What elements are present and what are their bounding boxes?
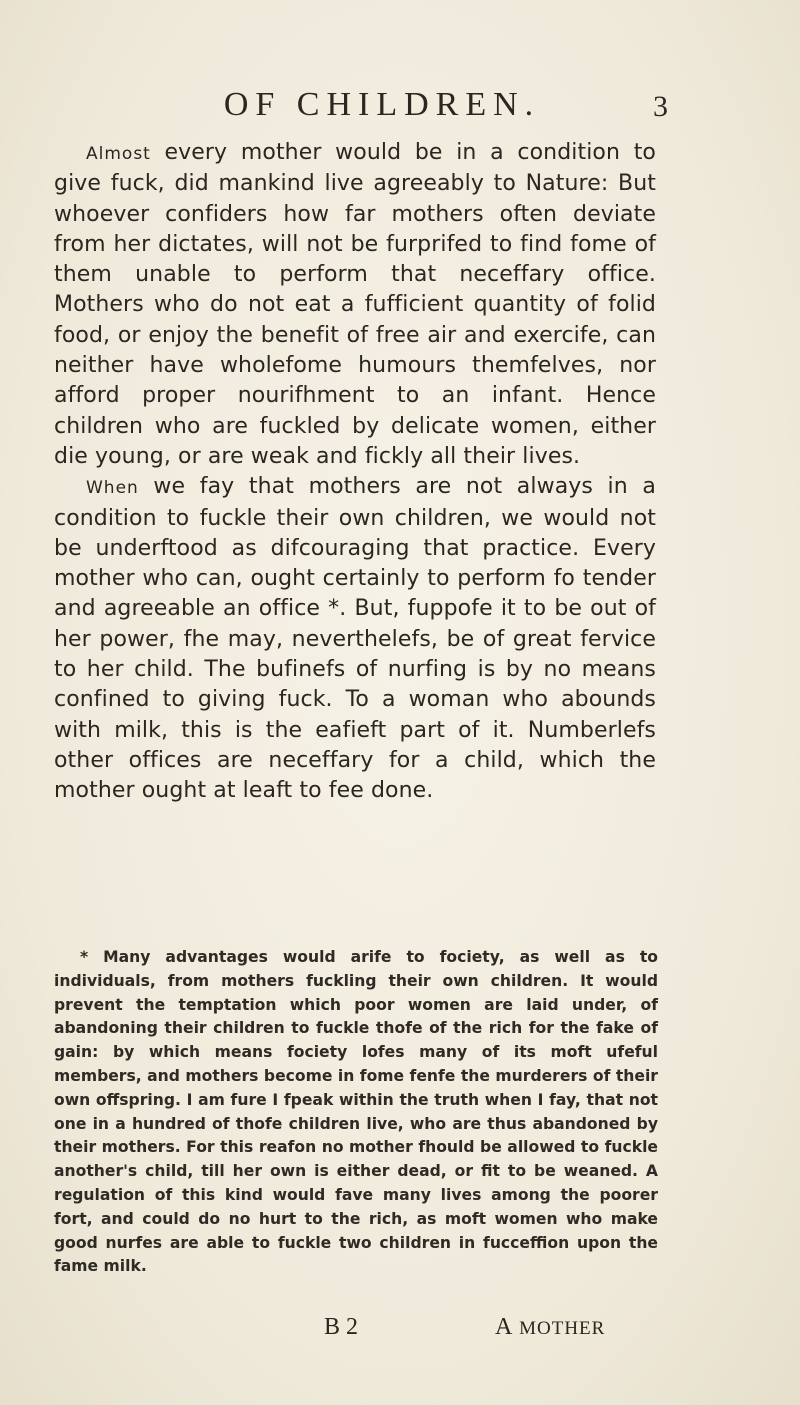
catchword-rest: MOTHER — [513, 1318, 606, 1339]
catchword — [495, 1314, 605, 1341]
paragraph-2-text: we fay that mothers are not always in a condition to fuckle their own children, we would not be underftood as difcouraging that practice. Every mother who can, ought certainly to perform fo tender and agreeable an office *. But, fuppofe it to be out of her power, fhe may, neverthelefs, be of great fervice to her child. The bufinefs of nurfing is by no means confined to giving fuck. To a woman who abounds with milk, this is the eafieft part of it. Numberlefs other offices are neceffary for a child, which the mother ought at leaft to fee done. — [54, 474, 656, 804]
paragraph-1 — [54, 138, 656, 472]
paragraph-2 — [54, 472, 656, 806]
catchword-initial: A — [495, 1314, 514, 1340]
running-title: OF CHILDREN. — [223, 86, 541, 123]
signature-mark: B 2 — [324, 1314, 359, 1340]
paragraph-2-lead-word: When — [86, 478, 139, 499]
paragraph-1-lead-word: Almost — [86, 144, 151, 164]
page-header — [96, 86, 668, 126]
paragraph-1-text: every mother would be in a condition to give fuck, did mankind live agreeably to Nature: But whoever confiders how far mothers often deviate from her dictates, will not be furprifed to find fome of them unable to perform that neceffary office. Mothers who do not eat a fufficient quantity of folid food, or enjoy the benefit of free air and exercife, can neither have wholefome humours themfelves, nor afford proper nourifhment to an infant. Hence children who are fuckled by delicate women, either die young, or are weak and fickly all their lives. — [54, 140, 656, 469]
footnote-text: * Many advantages would arife to fociety, as well as to individuals, from mothers fuckling their own children. It would prevent the temptation which poor women are laid under, of abandoning their children to fuckle thofe of the rich for the fake of gain: by which means fociety lofes many of its moft ufeful members, and mothers become in fome fenfe the murderers of their own offspring. I am fure I fpeak within the truth when I fay, that not one in a hundred of thofe children live, who are thus abandoned by their mothers. For this reafon no mother fhould be allowed to fuckle another's child, till her own is either dead, or fit to be weaned. A regulation of this kind would fave many lives among the poorer fort, and could do no hurt to the rich, as moft women who make good nurfes are able to fuckle two children in fucceffion upon the fame milk. — [54, 948, 658, 1276]
footnote — [54, 946, 658, 1279]
page-number: 3 — [653, 90, 668, 123]
main-text — [54, 138, 656, 807]
